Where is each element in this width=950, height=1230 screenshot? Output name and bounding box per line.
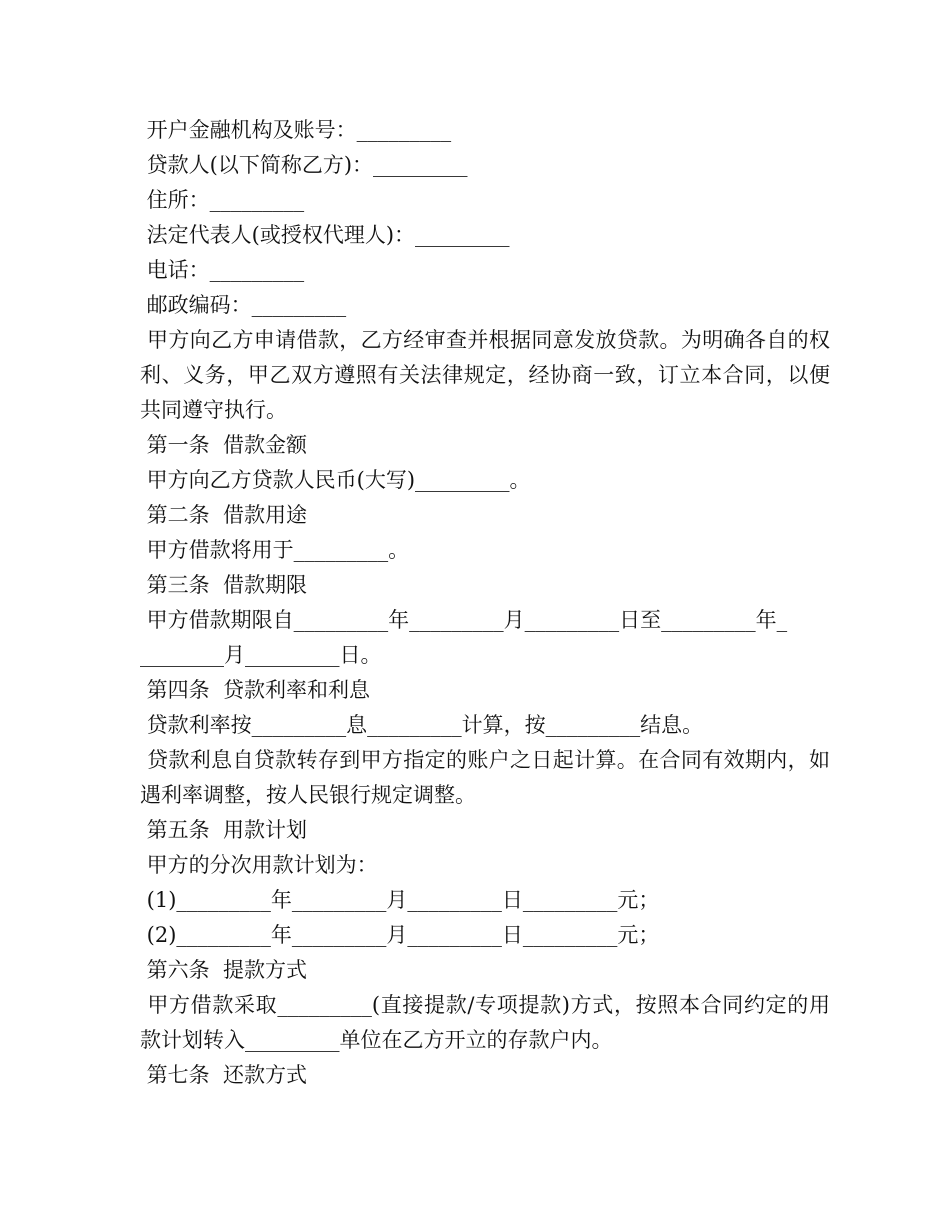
contract-body bbox=[140, 113, 830, 1093]
address-line: 住所：_________ bbox=[140, 188, 305, 212]
article-5-item-2: (2)_________年_________月_________日_________元； bbox=[140, 923, 660, 947]
article-2-text: 甲方借款将用于_________。 bbox=[140, 538, 410, 562]
article-5-heading: 第五条 用款计划 bbox=[140, 818, 308, 842]
legal-rep-line: 法定代表人(或授权代理人)：_________ bbox=[140, 223, 510, 247]
article-4-text-2: 贷款利息自贷款转存到甲方指定的账户之日起计算。在合同有效期内，如遇利率调整，按人民银行规定调整。 bbox=[140, 748, 830, 807]
phone-line: 电话：_________ bbox=[140, 258, 305, 282]
article-4-heading: 第四条 贷款利率和利息 bbox=[140, 678, 371, 702]
article-6-heading: 第六条 提款方式 bbox=[140, 958, 308, 982]
lender-line: 贷款人(以下简称乙方)：_________ bbox=[140, 153, 468, 177]
article-1-text: 甲方向乙方贷款人民币(大写)_________。 bbox=[140, 468, 531, 492]
postal-code-line: 邮政编码：_________ bbox=[140, 293, 347, 317]
article-3-heading: 第三条 借款期限 bbox=[140, 573, 308, 597]
account-line: 开户金融机构及账号：_________ bbox=[140, 118, 452, 142]
article-3-text-line2: ________月_________日。 bbox=[140, 643, 382, 667]
article-5-item-1: (1)_________年_________月_________日_________元； bbox=[140, 888, 660, 912]
article-5-intro: 甲方的分次用款计划为： bbox=[140, 853, 378, 877]
article-1-heading: 第一条 借款金额 bbox=[140, 433, 308, 457]
article-7-heading: 第七条 还款方式 bbox=[140, 1063, 308, 1087]
article-3-text-line1: 甲方借款期限自_________年_________月_________日至_________年_ bbox=[140, 608, 788, 632]
article-6-text: 甲方借款采取_________(直接提款/专项提款)方式，按照本合同约定的用款计划转入_________单位在乙方开立的存款户内。 bbox=[140, 993, 830, 1052]
intro-paragraph: 甲方向乙方申请借款，乙方经审查并根据同意发放贷款。为明确各自的权利、义务，甲乙双方遵照有关法律规定，经协商一致，订立本合同，以便共同遵守执行。 bbox=[140, 328, 830, 422]
article-2-heading: 第二条 借款用途 bbox=[140, 503, 308, 527]
article-4-text-1: 贷款利率按_________息_________计算，按_________结息。 bbox=[140, 713, 704, 737]
